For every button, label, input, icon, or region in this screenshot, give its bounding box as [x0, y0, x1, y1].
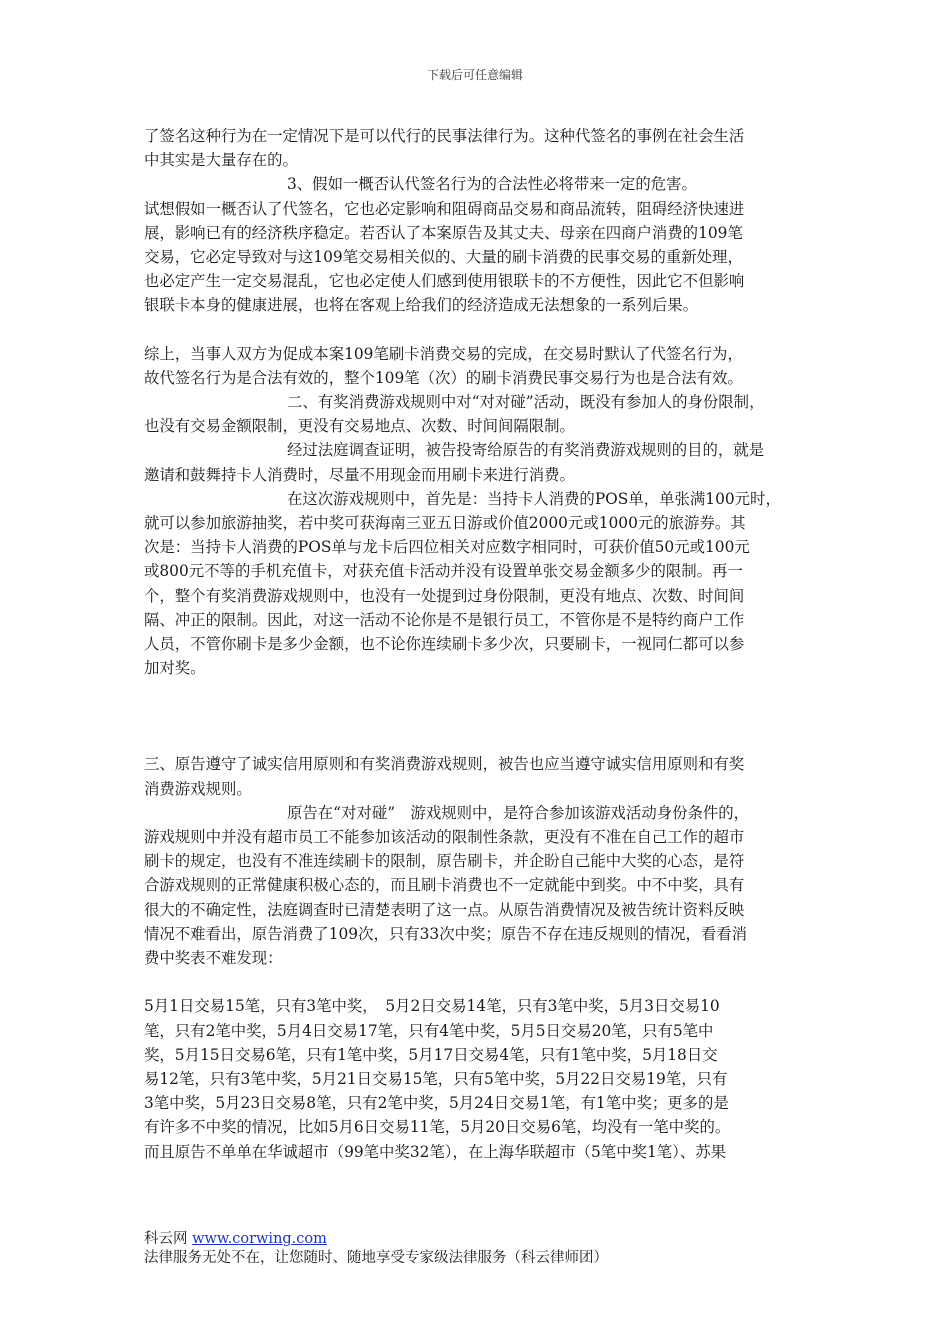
text-line: 邀请和鼓舞持卡人消费时，尽量不用现金而用刷卡来进行消费。	[144, 465, 575, 484]
text-line: 游戏规则中并没有超市员工不能参加该活动的限制性条款，更没有不准在自己工作的超市	[144, 828, 745, 847]
text-line: 也没有交易金额限制，更没有交易地点、次数、时间间隔限制。	[144, 417, 575, 436]
text-line: 情况不难看出，原告消费了109次，只有33次中奖；原告不存在违反规则的情况，看看消	[144, 924, 748, 943]
paragraph-1	[144, 124, 806, 172]
section-heading-2: 二、有奖消费游戏规则中对“对对碰”活动，既没有参加人的身份限制，	[287, 393, 765, 412]
text-line: 而且原告不单单在华诚超市（99笔中奖32笔），在上海华联超市（5笔中奖1笔）、苏果	[144, 1142, 727, 1161]
text-line: 原告在“对对碰” 游戏规则中，是符合参加该游戏活动身份条件的，	[287, 803, 750, 822]
text-line: 银联卡本身的健康进展，也将在客观上给我们的经济造成无法想象的一系列后果。	[144, 296, 699, 315]
text-line: 笔，只有2笔中奖，5月4日交易17笔，只有4笔中奖，5月5日交易20笔，只有5笔中	[144, 1021, 714, 1040]
text-line: 有许多不中奖的情况，比如5月6日交易11笔，5月20日交易6笔，均没有一笔中奖的。	[144, 1118, 731, 1137]
text-line: 消费游戏规则。	[144, 779, 252, 798]
paragraph-2	[144, 197, 806, 318]
paragraph-transactions	[144, 994, 806, 1163]
text-line: 5月1日交易15笔，只有3笔中奖， 5月2日交易14笔，只有3笔中奖，5月3日交易10	[144, 997, 720, 1016]
text-line: 试想假如一概否认了代签名，它也必定影响和阻碍商品交易和商品流转，阻碍经济快速进	[144, 199, 745, 218]
text-line: 展，影响已有的经济秩序稳定。若否认了本案原告及其丈夫、母亲在四商户消费的109笔	[144, 223, 743, 242]
paragraph-court-investigation	[144, 438, 806, 486]
text-line: 隔、冲正的限制。因此，对这一活动不论你是不是银行员工，不管你是不是特约商户工作	[144, 610, 745, 629]
text-line: 或800元不等的手机充值卡，对获充值卡活动并没有设置单张交易金额多少的限制。再一	[144, 562, 743, 581]
text-line: 交易，它必定导致对与这109笔交易相关似的、大量的刷卡消费的民事交易的重新处理，	[144, 248, 743, 267]
page-header: 下载后可任意编辑	[426, 68, 523, 82]
paragraph-summary	[144, 342, 806, 390]
paragraph-section-3	[144, 752, 806, 800]
text-line: 易12笔，只有3笔中奖，5月21日交易15笔，只有5笔中奖，5月22日交易19笔，只有	[144, 1069, 728, 1088]
text-line: 刷卡的规定，也没有不准连续刷卡的限制，原告刷卡，并企盼自己能中大奖的心态，是符	[144, 852, 745, 871]
paragraph-game-rules	[144, 487, 806, 681]
text-line: 次是：当持卡人消费的POS单与龙卡后四位相关对应数字相同时，可获价值50元或100元	[144, 538, 750, 557]
footer-site-name: 科云网	[144, 1231, 188, 1247]
paragraph-section-2	[144, 390, 806, 438]
text-line: 人员，不管你刷卡是多少金额，也不论你连续刷卡多少次，只要刷卡，一视同仁都可以参	[144, 635, 745, 654]
page-footer	[144, 1230, 608, 1268]
text-line: 奖，5月15日交易6笔，只有1笔中奖，5月17日交易4笔，只有1笔中奖，5月18日交	[144, 1045, 718, 1064]
text-line: 中其实是大量存在的。	[144, 151, 298, 170]
text-line: 个，整个有奖消费游戏规则中，也没有一处提到过身份限制，更没有地点、次数、时间间	[144, 586, 745, 605]
section-heading-3b: 三、原告遵守了诚实信用原则和有奖消费游戏规则，被告也应当遵守诚实信用原则和有奖	[144, 755, 745, 774]
text-line: 了签名这种行为在一定情况下是可以代行的民事法律行为。这种代签名的事例在社会生活	[144, 127, 745, 145]
text-line: 在这次游戏规则中，首先是：当持卡人消费的POS单，单张满100元时，	[287, 489, 781, 508]
text-line: 故代签名行为是合法有效的，整个109笔（次）的刷卡消费民事交易行为也是合法有效。	[144, 368, 743, 387]
text-line: 3笔中奖，5月23日交易8笔，只有2笔中奖，5月24日交易1笔，有1笔中奖；更多的是	[144, 1094, 729, 1113]
text-line: 就可以参加旅游抽奖，若中奖可获海南三亚五日游或价值2000元或1000元的旅游券。其	[144, 514, 746, 533]
text-line: 也必定产生一定交易混乱，它也必定使人们感到使用银联卡的不方便性，因此它不但影响	[144, 272, 745, 291]
text-line: 加对奖。	[144, 659, 206, 678]
footer-site-link[interactable]: www.corwing.com	[192, 1231, 327, 1247]
footer-site-line	[144, 1230, 608, 1249]
footer-slogan: 法律服务无处不在，让您随时、随地享受专家级法律服务（科云律师团）	[144, 1250, 608, 1266]
text-line: 很大的不确定性，法庭调查时已清楚表明了这一点。从原告消费情况及被告统计资料反映	[144, 900, 745, 919]
text-line: 经过法庭调查证明，被告投寄给原告的有奖消费游戏规则的目的，就是	[287, 441, 765, 460]
text-line: 合游戏规则的正常健康积极心态的，而且刷卡消费也不一定就能中到奖。中不中奖，具有	[144, 876, 745, 895]
section-heading-3: 3、假如一概否认代签名行为的合法性必将带来一定的危害。	[287, 175, 697, 194]
paragraph-plaintiff	[144, 801, 806, 970]
document-body	[144, 124, 806, 1164]
text-line: 综上，当事人双方为促成本案109笔刷卡消费交易的完成，在交易时默认了代签名行为，	[144, 344, 743, 363]
text-line: 费中奖表不难发现：	[144, 949, 283, 968]
